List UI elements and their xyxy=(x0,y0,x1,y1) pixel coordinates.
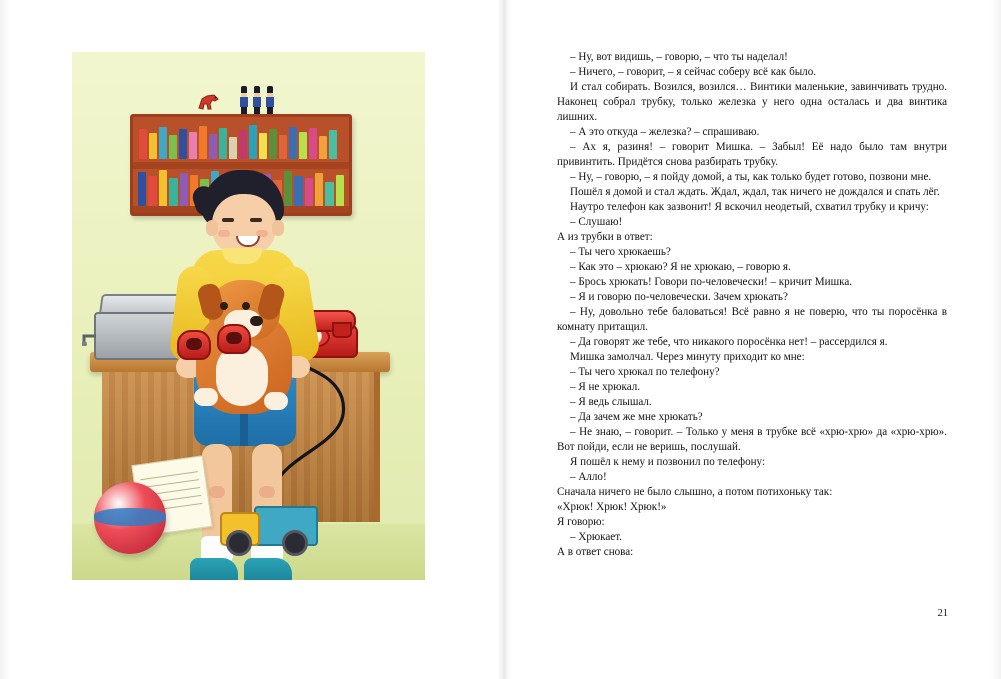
paragraph: – Ах я, разиня! – говорит Мишка. – Забыл! Её надо было там внутри привинтить. Придётся снова разбирать трубку. xyxy=(557,141,947,168)
toy-soldiers xyxy=(240,84,276,114)
truck-wheel-rear xyxy=(282,530,308,556)
paragraph: – Брось хрюкать! Говори по-человечески! – кричит Мишка. xyxy=(570,276,853,288)
paragraph: – Ты чего хрюкал по телефону? xyxy=(570,366,720,378)
boy-ear-right xyxy=(272,220,284,236)
boy-shoe-right xyxy=(244,558,292,580)
puppy-eye-right xyxy=(242,302,250,310)
paragraph: И стал собирать. Возился, возился… Винтики маленькие, завинчивать трудно. Наконец собрал трубку, только железка у него одна осталась и два винтика лишних. xyxy=(557,81,947,123)
paragraph: Сначала ничего не было слышно, а потом потихоньку так: xyxy=(557,486,833,498)
paragraph: – Как это – хрюкаю? Я не хрюкаю, – говорю я. xyxy=(570,261,791,273)
paragraph: Пошёл я домой и стал ждать. Ждал, ждал, так ничего не дождался и спать лёг. xyxy=(570,186,940,198)
paragraph: Я говорю: xyxy=(557,516,605,528)
paragraph: Наутро телефон как зазвонит! Я вскочил неодетый, схватил трубку и кричу: xyxy=(570,201,929,213)
paragraph: – Алло! xyxy=(570,471,607,483)
boy-shoe-left xyxy=(190,558,238,580)
paragraph: Я пошёл к нему и позвонил по телефону: xyxy=(570,456,766,468)
paragraph: – А это откуда – железка? – спрашиваю. xyxy=(570,126,760,138)
paragraph: «Хрюк! Хрюк! Хрюк!» xyxy=(557,501,667,513)
boy-knee-left xyxy=(209,486,225,498)
paragraph: – Ну, довольно тебе баловаться! Всё равно я не поверю, что ты поросёнка в комнату притащил. xyxy=(557,306,947,333)
paragraph: – Я ведь слышал. xyxy=(570,396,652,408)
paragraph: – Ты чего хрюкаешь? xyxy=(570,246,671,258)
illustration xyxy=(72,52,425,580)
puppy-paw-right xyxy=(264,392,288,410)
toy-horse-icon xyxy=(195,88,221,114)
puppy-eye-left xyxy=(220,302,228,310)
paragraph: А из трубки в ответ: xyxy=(557,231,653,243)
paragraph: – Да зачем же мне хрюкать? xyxy=(570,411,703,423)
puppy-nose xyxy=(250,316,263,326)
paragraph: – Я не хрюкал. xyxy=(570,381,641,393)
boy-eye-left xyxy=(222,218,234,222)
puppy-paw-left xyxy=(194,388,218,406)
left-page xyxy=(0,0,500,679)
paragraph: – Ну, – говорю, – я пойду домой, а ты, как только будет готово, позвони мне. xyxy=(570,171,932,183)
handset-cup-right xyxy=(217,324,251,354)
paragraph: – Не знаю, – говорит. – Только у меня в трубке всё «хрю-хрю» да «хрю-хрю». Вот пойди, если не веришь, послушай. xyxy=(557,426,947,453)
handset-cup-left xyxy=(177,330,211,360)
striped-ball xyxy=(94,482,166,554)
body-text xyxy=(557,50,947,560)
gramophone-crank-icon xyxy=(82,330,108,346)
paragraph: – Ну, вот видишь, – говорю, – что ты наделал! xyxy=(570,51,788,63)
boy-ear-left xyxy=(206,220,218,236)
boy-eye-right xyxy=(250,218,262,222)
paragraph: – Да говорят же тебе, что никакого поросёнка нет! – рассердился я. xyxy=(570,336,888,348)
paragraph: – Я и говорю по-человечески. Зачем хрюкать? xyxy=(570,291,788,303)
paragraph: Мишка замолчал. Через минуту приходит ко мне: xyxy=(570,351,805,363)
books-upper-row xyxy=(139,125,343,159)
paragraph: – Хрюкает. xyxy=(570,531,623,543)
truck-wheel-front xyxy=(226,530,252,556)
page-number: 21 xyxy=(937,608,948,619)
paragraph: – Слушаю! xyxy=(570,216,623,228)
boy-knee-right xyxy=(259,486,275,498)
right-page xyxy=(500,0,1001,679)
boy-cheek-left xyxy=(218,230,230,237)
paragraph: – Ничего, – говорит, – я сейчас соберу всё как было. xyxy=(570,66,817,78)
toy-truck xyxy=(220,504,316,556)
paragraph: А в ответ снова: xyxy=(557,546,634,558)
